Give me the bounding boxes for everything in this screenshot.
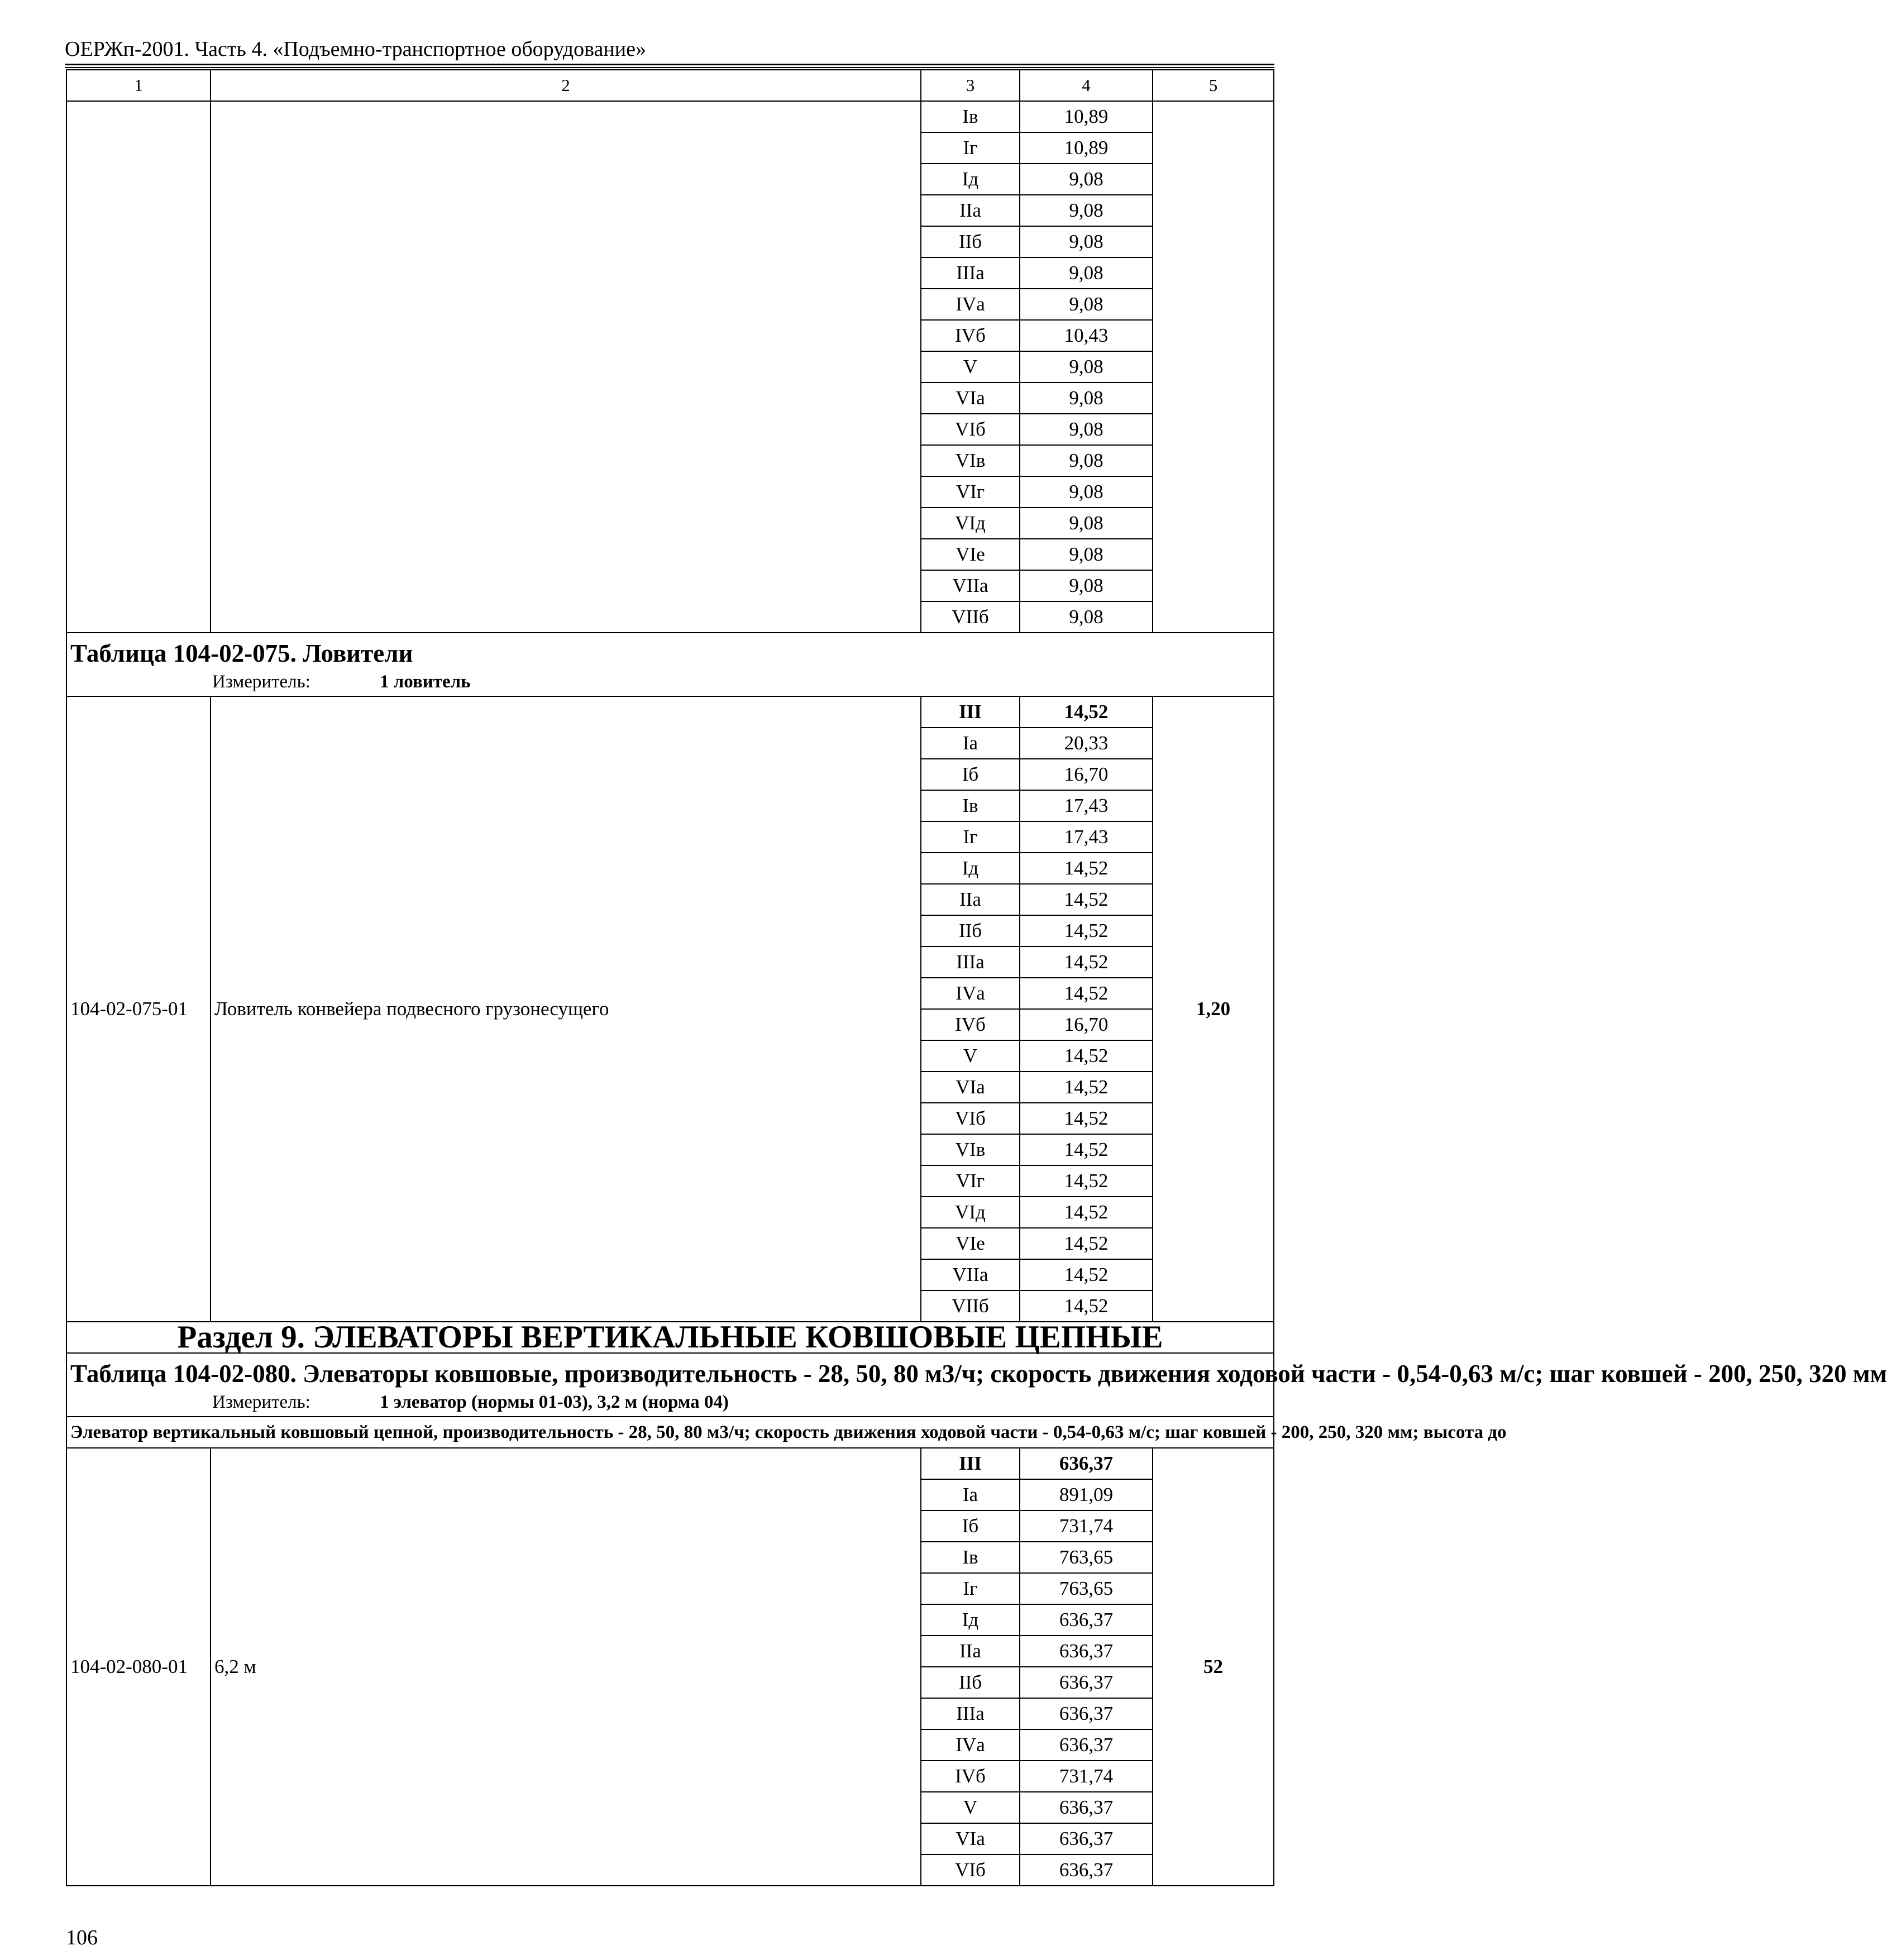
meter-line [70, 671, 1270, 696]
norm-name [211, 101, 921, 633]
price-value: 9,08 [1020, 570, 1153, 601]
column-number: 5 [1153, 70, 1274, 101]
price-zone: VIа [921, 1823, 1020, 1854]
price-value: 636,37 [1020, 1854, 1153, 1886]
meter-value: 1 элеватор (нормы 01-03), 3,2 м (норма 04) [380, 1392, 729, 1412]
table-title-row [66, 633, 1274, 696]
price-zone: IVа [921, 978, 1020, 1009]
price-zone: Iа [921, 728, 1020, 759]
norm-code [66, 101, 211, 633]
price-value: 14,52 [1020, 1040, 1153, 1072]
price-zone: IIа [921, 884, 1020, 915]
group-row [66, 1417, 1274, 1448]
price-value: 9,08 [1020, 289, 1153, 320]
price-value: 14,52 [1020, 1228, 1153, 1259]
price-value: 636,37 [1020, 1604, 1153, 1636]
section-title: Раздел 9. ЭЛЕВАТОРЫ ВЕРТИКАЛЬНЫЕ КОВШОВЫЕ ЦЕПНЫЕ [66, 1322, 1274, 1353]
price-value: 9,08 [1020, 195, 1153, 226]
header-rule [65, 64, 1274, 65]
norm-name: 6,2 м [211, 1448, 921, 1886]
price-value: 9,08 [1020, 414, 1153, 445]
price-zone: V [921, 351, 1020, 383]
price-zone: VIIа [921, 570, 1020, 601]
price-zone: Iб [921, 1510, 1020, 1542]
column-number: 2 [211, 70, 921, 101]
price-zone: Iг [921, 1573, 1020, 1604]
price-zone: VIв [921, 445, 1020, 476]
table-row [66, 696, 1274, 728]
price-zone: IIб [921, 915, 1020, 946]
price-value: 9,08 [1020, 351, 1153, 383]
page-number: 106 [66, 1926, 98, 1949]
price-zone: VIд [921, 1197, 1020, 1228]
price-value: 636,37 [1020, 1729, 1153, 1761]
price-zone: IIб [921, 1667, 1020, 1698]
price-value: 891,09 [1020, 1479, 1153, 1510]
price-value: 636,37 [1020, 1823, 1153, 1854]
price-value: 14,52 [1020, 1103, 1153, 1134]
price-value: 763,65 [1020, 1573, 1153, 1604]
price-value: 14,52 [1020, 696, 1153, 728]
price-zone: VIа [921, 383, 1020, 414]
price-value: 14,52 [1020, 978, 1153, 1009]
price-zone: Iв [921, 1542, 1020, 1573]
price-zone: VIб [921, 414, 1020, 445]
price-zone: III [921, 696, 1020, 728]
price-value: 636,37 [1020, 1698, 1153, 1729]
price-zone: VIIа [921, 1259, 1020, 1290]
table-title-cell [66, 633, 1274, 696]
meter-value: 1 ловитель [380, 672, 471, 692]
column-number: 1 [66, 70, 211, 101]
price-value: 14,52 [1020, 1134, 1153, 1165]
price-value: 9,08 [1020, 539, 1153, 570]
meter-line [70, 1392, 1270, 1416]
price-value: 14,52 [1020, 1290, 1153, 1322]
price-value: 9,08 [1020, 257, 1153, 289]
price-zone: IIIа [921, 257, 1020, 289]
price-value: 9,08 [1020, 476, 1153, 508]
price-value: 14,52 [1020, 1259, 1153, 1290]
price-value: 16,70 [1020, 759, 1153, 790]
price-zone: IIIа [921, 946, 1020, 978]
price-zone: VIIб [921, 1290, 1020, 1322]
column-number-row [66, 70, 1274, 101]
price-value: 731,74 [1020, 1510, 1153, 1542]
column-number: 4 [1020, 70, 1153, 101]
price-value: 14,52 [1020, 1072, 1153, 1103]
price-value: 14,52 [1020, 1165, 1153, 1197]
price-value: 9,08 [1020, 383, 1153, 414]
column-number: 3 [921, 70, 1020, 101]
price-value: 636,37 [1020, 1636, 1153, 1667]
table-title-row [66, 1353, 1274, 1417]
price-zone: VIе [921, 1228, 1020, 1259]
price-zone: VIд [921, 508, 1020, 539]
col5-value: 52 [1153, 1448, 1274, 1886]
price-zone: VIб [921, 1103, 1020, 1134]
price-value: 14,52 [1020, 946, 1153, 978]
price-value: 9,08 [1020, 508, 1153, 539]
price-value: 763,65 [1020, 1542, 1153, 1573]
price-value: 17,43 [1020, 790, 1153, 821]
price-zone: VIг [921, 1165, 1020, 1197]
price-zone: IIIа [921, 1698, 1020, 1729]
price-zone: VIв [921, 1134, 1020, 1165]
price-zone: IIа [921, 1636, 1020, 1667]
price-value: 14,52 [1020, 884, 1153, 915]
table-title: Таблица 104-02-075. Ловители [70, 639, 413, 667]
norm-code: 104-02-080-01 [66, 1448, 211, 1886]
table-title: Таблица 104-02-080. Элеваторы ковшовые, производительность - 28, 50, 80 м3/ч; скорость движения ходовой части - 0,54-0,63 м/с; шаг ковшей - 200, 250, 320 мм [70, 1360, 1887, 1388]
table-row [66, 101, 1274, 132]
price-zone: III [921, 1448, 1020, 1479]
price-zone: IVа [921, 289, 1020, 320]
norm-name: Ловитель конвейера подвесного грузонесущего [211, 696, 921, 1322]
price-zone: IVб [921, 320, 1020, 351]
norms-table-body [66, 70, 1887, 1886]
price-zone: Iд [921, 1604, 1020, 1636]
meter-label: Измеритель: [212, 672, 310, 692]
price-value: 10,43 [1020, 320, 1153, 351]
price-value: 731,74 [1020, 1761, 1153, 1792]
price-value: 9,08 [1020, 164, 1153, 195]
price-value: 636,37 [1020, 1792, 1153, 1823]
header-rule-thin [65, 67, 1274, 68]
price-zone: Iб [921, 759, 1020, 790]
group-description: Элеватор вертикальный ковшовый цепной, производительность - 28, 50, 80 м3/ч; скорость движения ходовой части - 0,54-0,63 м/с; шаг ковшей - 200, 250, 320 мм; высота до [66, 1417, 1274, 1448]
price-zone: Iг [921, 821, 1020, 853]
price-zone: IIа [921, 195, 1020, 226]
price-value: 9,08 [1020, 226, 1153, 257]
price-zone: Iв [921, 790, 1020, 821]
meter-label: Измеритель: [212, 1392, 310, 1412]
price-value: 9,08 [1020, 445, 1153, 476]
price-zone: IVа [921, 1729, 1020, 1761]
norm-code: 104-02-075-01 [66, 696, 211, 1322]
norms-table [66, 69, 1887, 1886]
price-value: 20,33 [1020, 728, 1153, 759]
price-value: 14,52 [1020, 915, 1153, 946]
price-zone: VIг [921, 476, 1020, 508]
price-value: 636,37 [1020, 1667, 1153, 1698]
price-zone: VIа [921, 1072, 1020, 1103]
page-header: ОЕРЖп-2001. Часть 4. «Подъемно-транспортное оборудование» [65, 37, 646, 61]
price-zone: Iв [921, 101, 1020, 132]
price-zone: Iг [921, 132, 1020, 164]
price-value: 10,89 [1020, 132, 1153, 164]
price-value: 17,43 [1020, 821, 1153, 853]
price-zone: IVб [921, 1009, 1020, 1040]
table-title-cell [66, 1353, 1887, 1417]
price-zone: Iд [921, 853, 1020, 884]
price-zone: Iа [921, 1479, 1020, 1510]
price-zone: VIIб [921, 601, 1020, 633]
price-zone: V [921, 1040, 1020, 1072]
table-row [66, 1448, 1274, 1479]
price-value: 14,52 [1020, 853, 1153, 884]
price-zone: Iд [921, 164, 1020, 195]
price-value: 636,37 [1020, 1448, 1153, 1479]
price-zone: IVб [921, 1761, 1020, 1792]
price-zone: VIе [921, 539, 1020, 570]
price-zone: IIб [921, 226, 1020, 257]
price-value: 9,08 [1020, 601, 1153, 633]
section-row [66, 1322, 1274, 1353]
col5-value: 1,20 [1153, 696, 1274, 1322]
price-zone: V [921, 1792, 1020, 1823]
col5-value [1153, 101, 1274, 633]
price-value: 14,52 [1020, 1197, 1153, 1228]
price-value: 10,89 [1020, 101, 1153, 132]
price-zone: VIб [921, 1854, 1020, 1886]
price-value: 16,70 [1020, 1009, 1153, 1040]
